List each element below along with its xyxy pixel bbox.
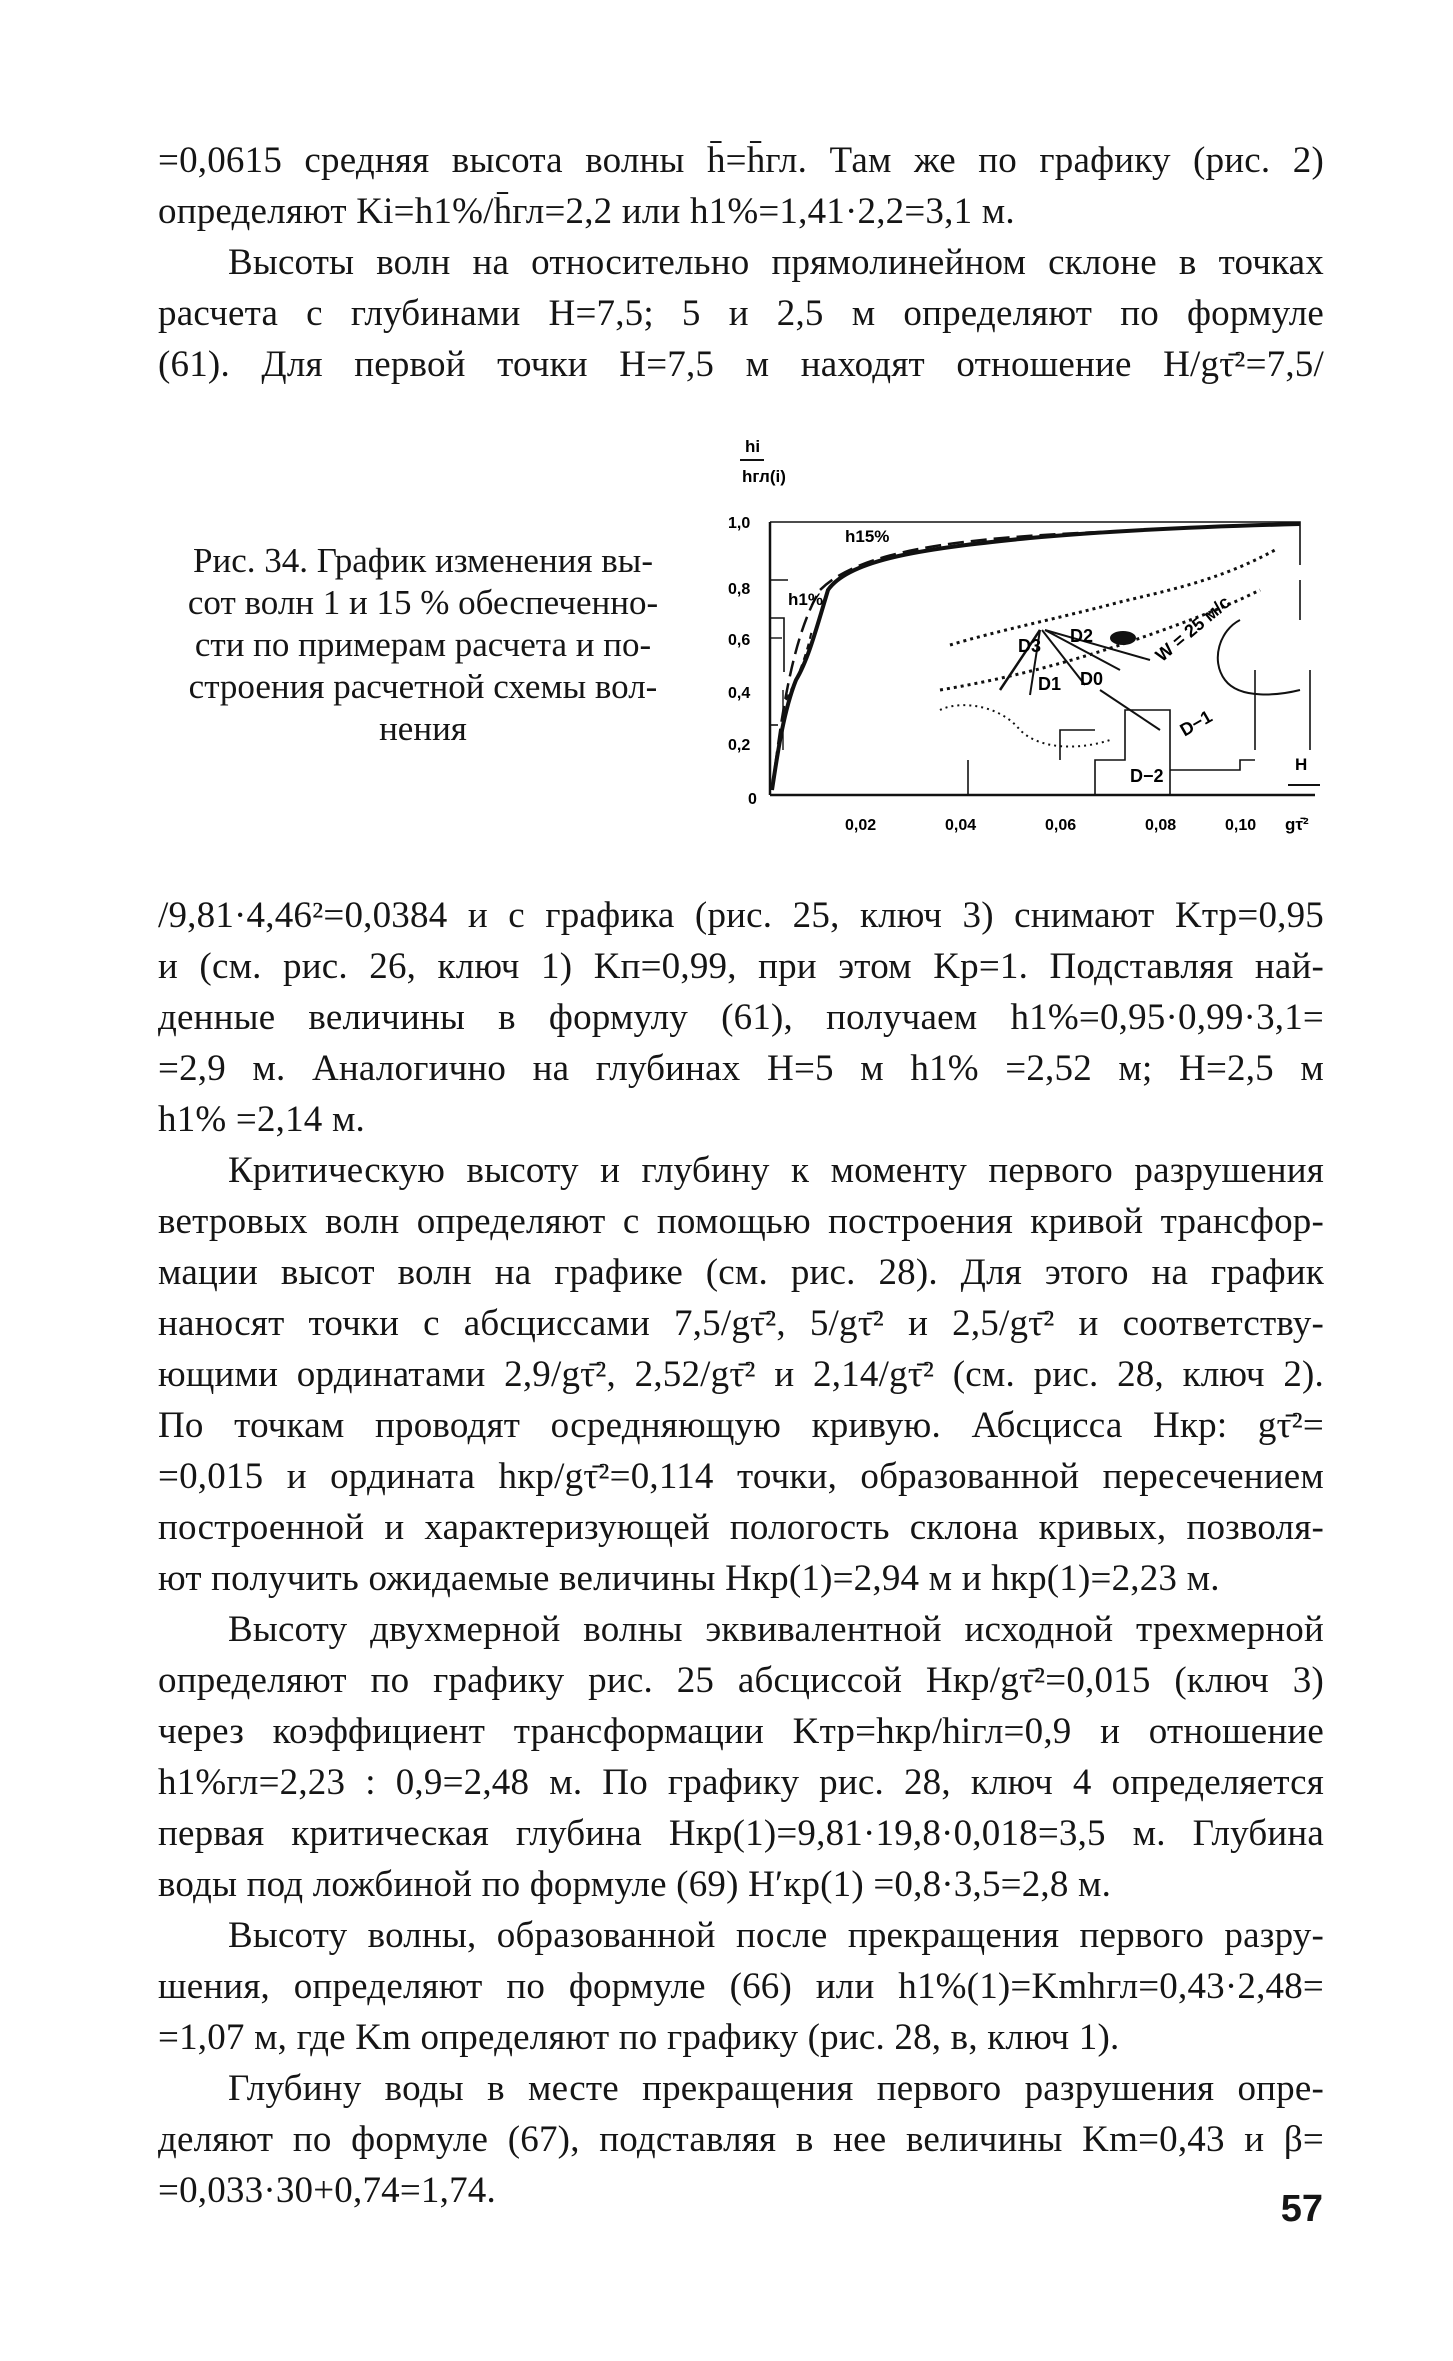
text-line: Высоты волн на относительно прямолинейном склоне в точках	[228, 242, 1324, 283]
text-line: =2,9 м. Аналогично на глубинах H=5 м h1% =2,52 м; H=2,5 м	[158, 1048, 1324, 1089]
text-line: воды под ложбиной по формуле (69) H′кр(1) =0,8·3,5=2,8 м.	[158, 1864, 1112, 1905]
text-line: Глубину воды в месте прекращения первого разрушения опре-	[228, 2068, 1324, 2109]
text-line: первая критическая глубина Hкр(1)=9,81·19,8·0,018=3,5 м. Глубина	[158, 1813, 1324, 1854]
text-line: расчета с глубинами H=7,5; 5 и 2,5 м определяют по формуле	[158, 293, 1324, 334]
y-tick-label: 0,4	[728, 685, 751, 702]
x-tick-label: 0,10	[1225, 817, 1257, 834]
text-line: =1,07 м, где Km определяют по графику (рис. 28, в, ключ 1).	[158, 2017, 1120, 2058]
figure-graph	[700, 430, 1380, 860]
paragraph	[158, 1910, 1324, 2063]
body-text	[158, 890, 1324, 2216]
text-line: h1%гл=2,23 : 0,9=2,48 м. По графику рис. 28, ключ 4 определяется	[158, 1762, 1324, 1803]
text-line: построенной и характеризующей пологость склона кривых, позволя-	[158, 1507, 1324, 1548]
text-line: ющими ординатами 2,9/gτ̄², 2,52/gτ̄² и 2,14/gτ̄² (см. рис. 28, ключ 2).	[158, 1354, 1324, 1395]
d1-label: D1	[1038, 674, 1062, 694]
x-tick-label: 0,02	[845, 817, 877, 834]
x-axis-label-bottom: gτ̄²	[1285, 815, 1309, 834]
top-text-block	[158, 135, 1324, 390]
text-line: денные величины в формулу (61), получаем h1%=0,95·0,99·3,1=	[158, 997, 1324, 1038]
text-line: =0,0615 средняя высота волны h̄=h̄гл. Там же по графику (рис. 2)	[158, 140, 1324, 181]
h1-label: h1%	[788, 590, 823, 609]
caption-line: Рис. 34. График изменения вы-	[193, 541, 653, 580]
y-axis-label-bottom: hгл(i)	[742, 467, 786, 486]
y-tick-label: 0,8	[728, 581, 751, 598]
d2-label: D2	[1070, 626, 1094, 646]
text-line: (61). Для первой точки H=7,5 м находят отношение H/gτ̄²=7,5/	[158, 344, 1324, 385]
figure-caption	[158, 540, 688, 750]
paragraph	[158, 1604, 1324, 1910]
text-line: По точкам проводят осредняющую кривую. Абсцисса Hкр: gτ̄²=	[158, 1405, 1324, 1446]
text-line: и (см. рис. 26, ключ 1) Kп=0,99, при этом Kр=1. Подставляя най-	[158, 946, 1324, 987]
text-line: Высоту волны, образованной после прекращения первого разру-	[228, 1915, 1324, 1956]
y-tick-label: 0,6	[728, 632, 751, 649]
x-tick-label: 0,04	[945, 817, 977, 834]
x-axis-label-top: H	[1295, 755, 1308, 774]
page-number: 57	[1280, 2188, 1323, 2230]
text-line: ветровых волн определяют с помощью построения кривой трансфор-	[158, 1201, 1324, 1242]
paragraph	[158, 890, 1324, 1145]
caption-line: строения расчетной схемы вол-	[188, 667, 658, 706]
paragraph	[158, 2063, 1324, 2216]
text-line: =0,033·30+0,74=1,74.	[158, 2170, 496, 2211]
d0-label: D0	[1080, 669, 1104, 689]
text-line: =0,015 и ордината hкр/gτ̄²=0,114 точки, образованной пересечением	[158, 1456, 1324, 1497]
x-tick-label: 0,08	[1145, 817, 1177, 834]
y-tick-label: 1,0	[728, 515, 751, 532]
wave-ray-scheme	[940, 550, 1300, 747]
text-line: мации высот волн на графике (см. рис. 28). Для этого на график	[158, 1252, 1324, 1293]
y-tick-label: 0,2	[728, 737, 751, 754]
y-axis-label-top: hi	[745, 437, 761, 456]
text-line: h1% =2,14 м.	[158, 1099, 366, 1140]
plot-area	[770, 522, 1315, 795]
caption-line: нения	[379, 709, 467, 748]
text-line: деляют по формуле (67), подставляя в нее величины Km=0,43 и β=	[158, 2119, 1324, 2160]
text-line: /9,81·4,46²=0,0384 и с графика (рис. 25, ключ 3) снимают Kтр=0,95	[158, 895, 1324, 936]
h15-label: h15%	[845, 527, 890, 546]
paragraph	[158, 1145, 1324, 1604]
text-line: Критическую высоту и глубину к моменту первого разрушения	[228, 1150, 1324, 1191]
dm1-label: D−1	[1176, 706, 1216, 741]
text-line: определяют по графику рис. 25 абсциссой Hкр/gτ̄²=0,015 (ключ 3)	[158, 1660, 1324, 1701]
wind-label: W = 25 м/с	[1151, 591, 1235, 666]
text-line: Высоту двухмерной волны эквивалентной исходной трехмерной	[228, 1609, 1324, 1650]
text-line: ют получить ожидаемые величины Hкр(1)=2,94 м и hкр(1)=2,23 м.	[158, 1558, 1220, 1599]
text-line: наносят точки с абсциссами 7,5/gτ̄², 5/gτ̄² и 2,5/gτ̄² и соответству-	[158, 1303, 1324, 1344]
x-tick-label: 0,06	[1045, 817, 1077, 834]
dm2-label: D−2	[1130, 766, 1164, 786]
d3-label: D3	[1018, 636, 1042, 656]
text-line: через коэффициент трансформации Kтр=hкр/hiгл=0,9 и отношение	[158, 1711, 1324, 1752]
figure-34	[700, 430, 1380, 860]
text-line: определяют Ki=h1%/h̄гл=2,2 или h1%=1,41·2,2=3,1 м.	[158, 191, 1015, 232]
y-tick-label: 0	[748, 791, 757, 808]
caption-line: сот волн 1 и 15 % обеспеченно-	[187, 583, 659, 622]
caption-line: сти по примерам расчета и по-	[194, 625, 652, 664]
text-line: шения, определяют по формуле (66) или h1%(1)=Kmhгл=0,43·2,48=	[158, 1966, 1324, 2007]
